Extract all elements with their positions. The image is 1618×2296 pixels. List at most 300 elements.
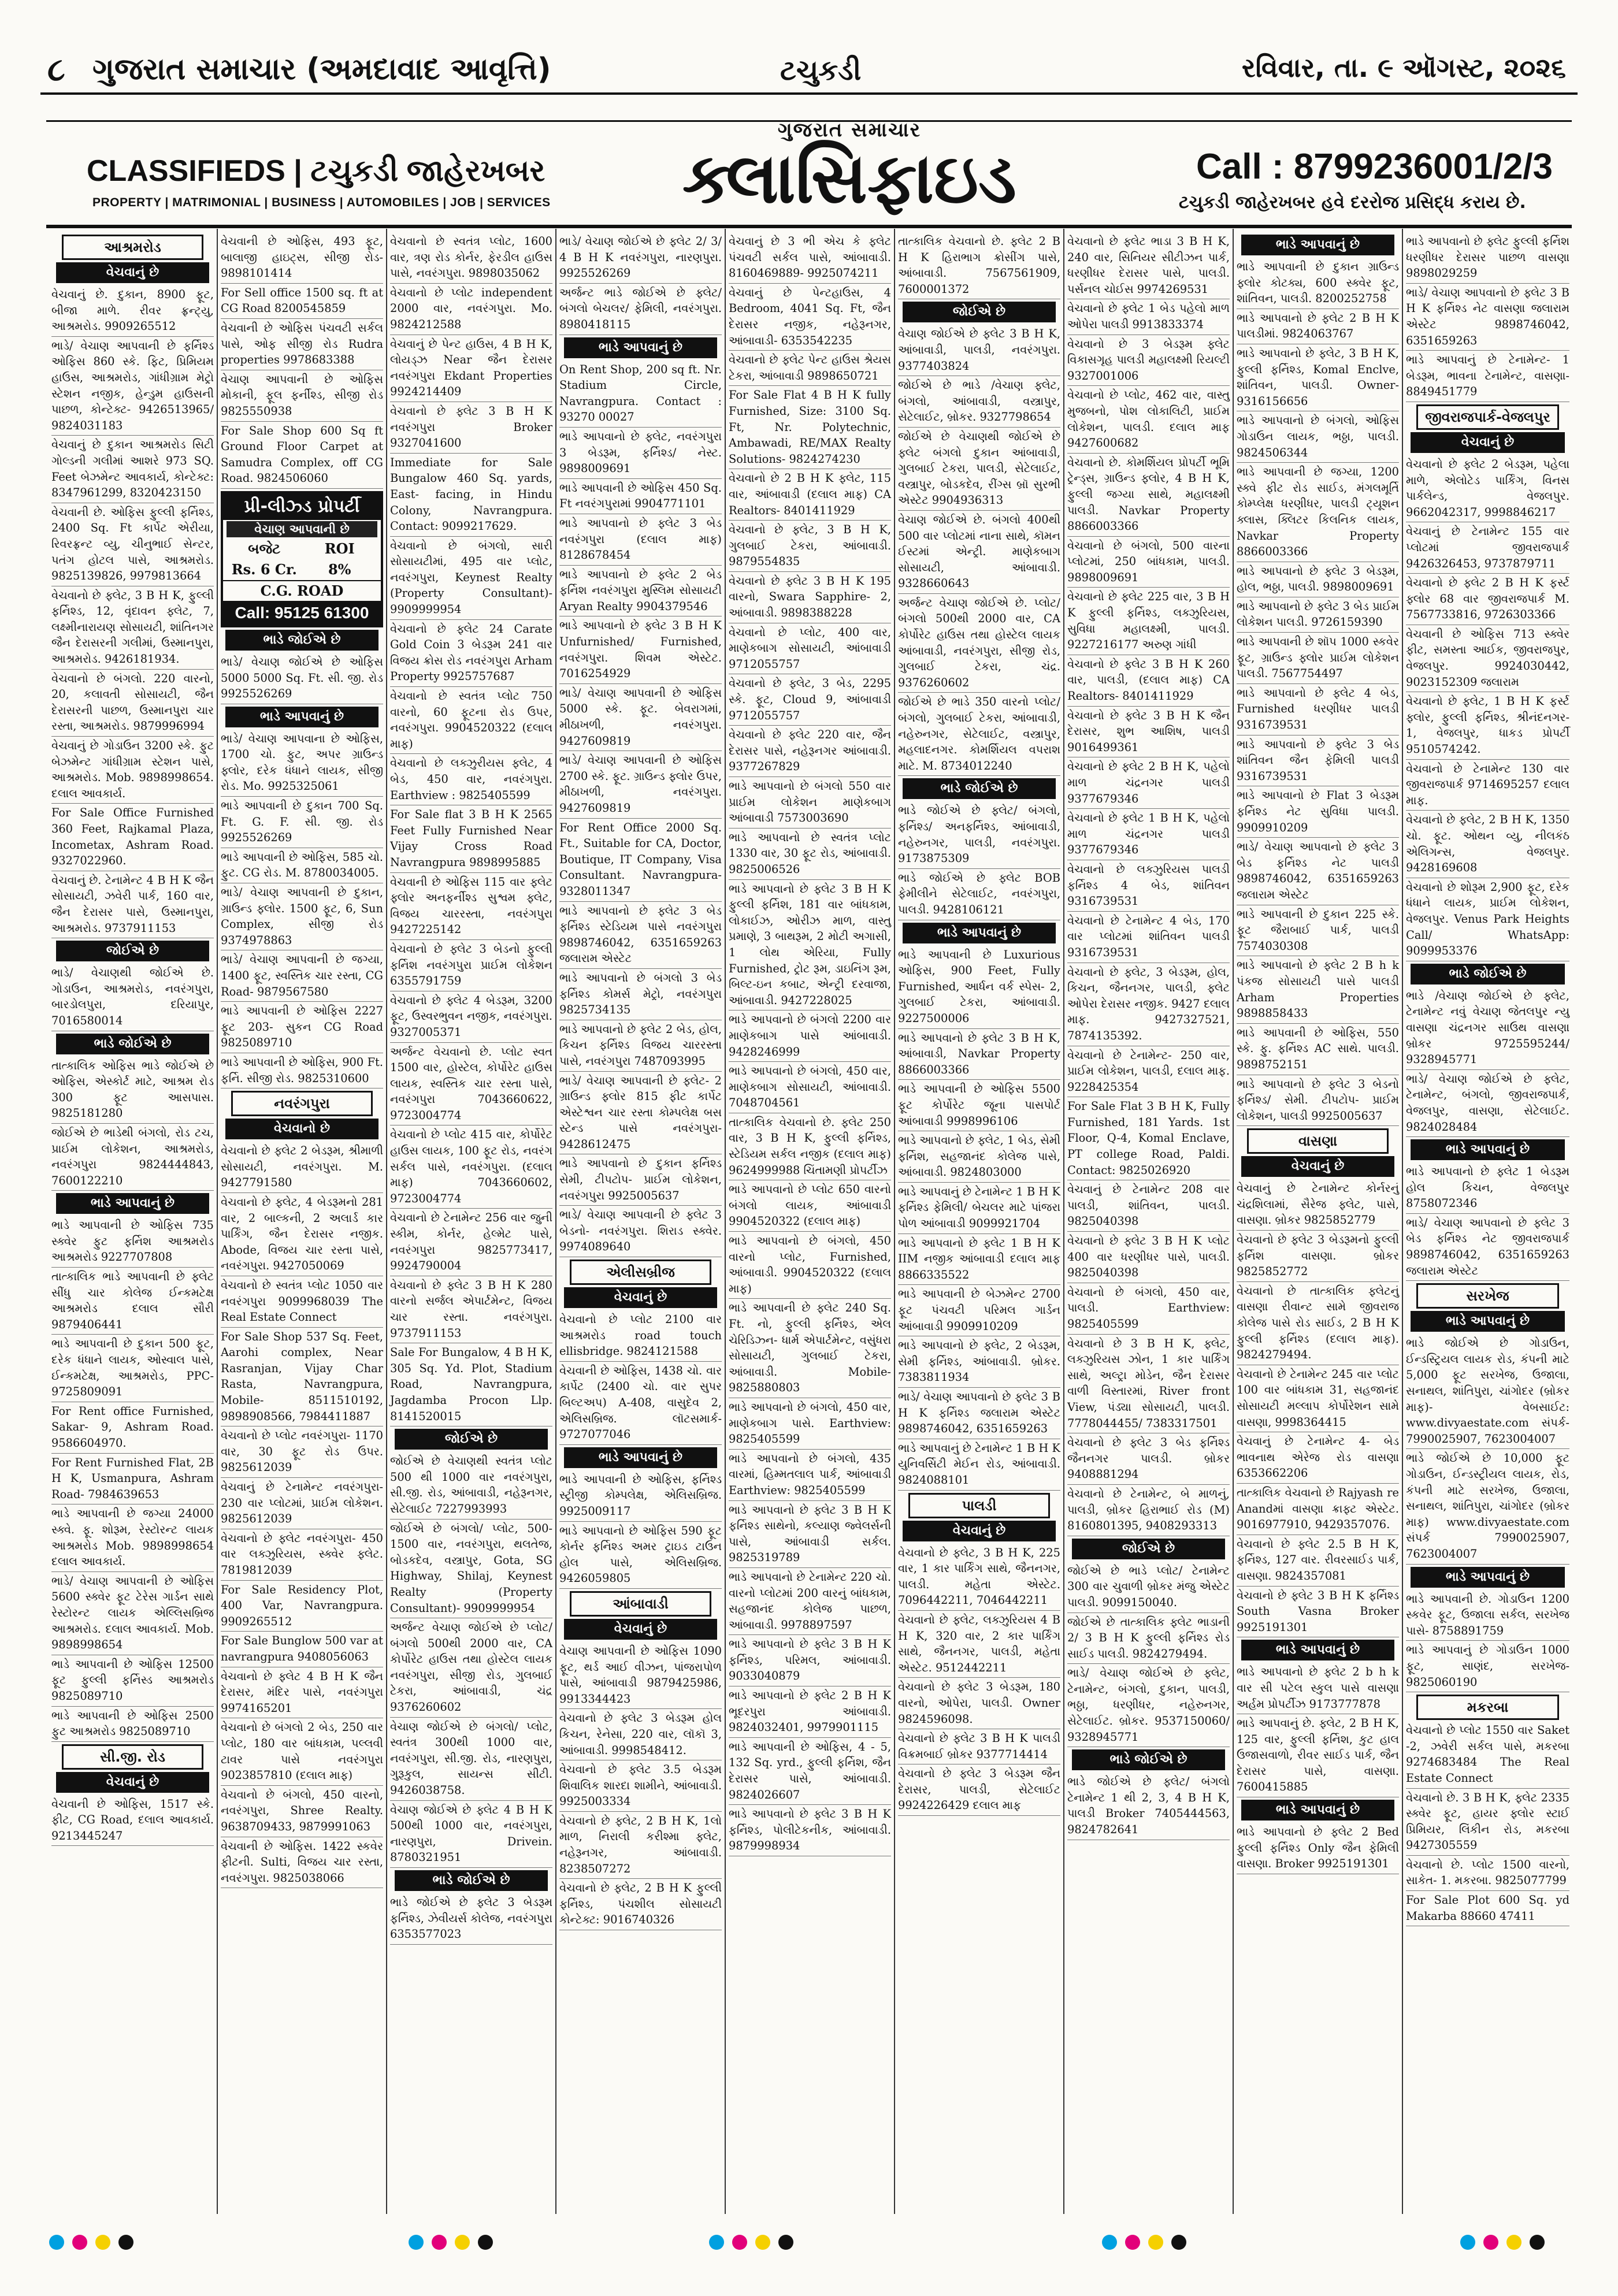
classified-ad: ભાડે/ વેચાણ આપવાની છે દુકાન, ગ્રાઉન્ડ ફ્લોર. 1500 ફૂટ, 6, Sun Complex, સીજી રોડ 9374978863 xyxy=(221,883,383,950)
classified-ad: વેચવાનો છે ફ્લેટ 3 B H K 195 વારનો, Swara Sapphire- 2, આંબાવાડી. 9898388228 xyxy=(729,572,891,623)
classified-ad: વેચવાનો છે ટેનામેન્ટ 256 વાર જુની સ્કીમ, કોર્નર, હેલ્મેટ પાસે, નવરંગપુરા 9825773417, 9924790004 xyxy=(390,1209,552,1276)
classified-ad: ભાડે/ વેચાણ આપવાની છે ઓફિસ 5000 સ્કે. ફૂટ. બેવરાગમાં, મીઠાખળી, નવરંગપુરા. 9427609819 xyxy=(559,684,722,751)
category-heading: જોઈએ છે xyxy=(1072,1539,1225,1559)
classified-ad: ભાડે આપવાનો છે ફ્લેટ 2 બેડ, હોલ, કિચન ફર્નિશ્ડ વિજય ચારરસ્તા પાસે, નવરંગપુરા 7487093995 xyxy=(559,1020,722,1072)
classified-ad: ભાડે આપવાનો છે બંગલો, 450 વાર, માણેકબાગ સોસાયટી, આંબાવાડી. 7048704561 xyxy=(729,1062,891,1113)
classified-ad: વેચવાનો છે ફ્લેટ, 3 B H K, ગુલબાઈ ટેકરા, આંબાવાડી. 9879554835 xyxy=(729,521,891,572)
classified-ad: વેચવાનું છે. ટેનામેન્ટ 4 B H K જૈન સોસાયટી, ઝવેરી પાર્ક, 160 વાર, જૈન દેરાસર પાસે, ઉસ્માનપુરા, આશ્રમરોડ. 9737911153 xyxy=(51,871,214,938)
classified-ad: ભાડે આપવાનો છે ફ્લેટ 3 B H K ફર્નિશ્ડ, પોલીટેકનીક, આંબાવાડી. 9879998934 xyxy=(729,1805,891,1856)
classified-ad: ભાડે આપવાનો છે ઓફિસ 590 ફૂટ કોર્નર ફર્નિશ્ડ અમર ટ્રાઇડ ટાઉન હોલ પાસે, એલિસબ્રિજ. 9426059805 xyxy=(559,1522,722,1589)
classified-ad: વેચવાનું છે 3 ભી એચ કે ફ્લેટ પંચવટી સર્કલ પાસે, આંબાવાડી. 8160469889- 9925074211 xyxy=(729,232,891,284)
classified-ad: ભાડે આપવાનો છે ફ્લેટ 3 બેડ ફર્નિશ્ડ સ્ટેડિયમ પાસે નવરંગપુરા 9898746042, 6351659263 જલારામ એસ્ટેટ xyxy=(559,902,722,969)
classified-ad: ભાડે આપવાની છે ઓફિસ 2500 ફુટ આશ્રમરોડ 9825089710 xyxy=(51,1707,214,1742)
classified-ad: For Sell office 1500 sq. ft at CG Road 8200545859 xyxy=(221,284,383,319)
classified-ad: ભાડે/ વેચાણ જોઈએ છે ફ્લેટ 2/ 3/ 4 B H K નવરંગપુરા, નારણપુરા. 9925526269 xyxy=(559,232,722,284)
classified-ad: વેચવાનો છે પ્લોટ નવરંગપુરા- 1170 વાર, 30 ફૂટ રોડ ઉપર. 9825612039 xyxy=(221,1426,383,1478)
classified-ad: વેચવાનો છે પ્લોટ, 462 વાર, વાસ્તુ મુજબનો, પોશ લોકાલિટી, પ્રાઈમ લોકેશન, પાલડી. દલાલ માફ 9427600682 xyxy=(1067,386,1230,453)
yellow-dot xyxy=(1148,2235,1163,2250)
classified-ad: અર્જન્ટ વેચાણ જોઈએ છે પ્લોટ/ બંગલો 500થી 2000 વાર, CA કોર્પોરેટ હાઉસ તથા હોસ્ટેલ લાયક નવરંગપુરા, સીજી રોડ, ગુલબાઈ ટેકરા, આંબાવાડી, ચંદ્ર 9376260602 xyxy=(390,1618,552,1718)
classified-ad: ભાડે આપવાનો છે ફ્લેટ 2 B H K ભૂદરપુરા આંબાવાડી. 9824032401, 9979901115 xyxy=(729,1686,891,1738)
classified-ad: ભાડે આપવાની છે બેઝમેન્ટ 2700 ફૂટ પંચવટી પરિમલ ગાર્ડન આંબાવાડી 9909910209 xyxy=(898,1285,1060,1336)
category-heading: ભાડે આપવાનું છે xyxy=(1241,235,1394,255)
classified-ad: વેચવાનો છે પ્લોટ 415 વાર, કોર્પોરેટ હાઉસ લાયક, 100 ફૂટ રોડ, નવરંગ સર્કલ પાસે, નવરંગપુરા. (દલાલ માફ) 7043660602, 9723004774 xyxy=(390,1125,552,1209)
classified-ad: For Sale Flat 3 B H K, Fully Furnished, 181 Yards. 1st Floor, Q-4, Komal Enclave, PT college Road, Paldi. Contact: 9825026920 xyxy=(1067,1097,1230,1180)
column-4 xyxy=(556,229,726,2214)
classified-ad: ભાડે આપવાનો છે Flat 3 બેડરૂમ ફર્નિશ્ડ નેટ સુવિધા પાલડી. 9909910209 xyxy=(1237,786,1399,838)
classified-ad: ભાડે આપવાની છે ઓફિસ, 900 Ft. ફર્નિ. સીજી રોડ. 9825310600 xyxy=(221,1053,383,1088)
column-6 xyxy=(895,229,1064,2214)
area-heading: સી.જી. રોડ xyxy=(62,1744,203,1770)
column-5 xyxy=(726,229,895,2214)
classified-ad: વેચવાનો છે ફ્લેટ 3 B H K ફર્નિશ્ડ South Vasna Broker 9925191301 xyxy=(1237,1587,1399,1638)
classified-ad: ભાડે આપવાનો છે ફ્લેટ 3 B H K, આંબાવાડી, Navkar Property 8866003366 xyxy=(898,1029,1060,1080)
column-2 xyxy=(218,229,387,2214)
black-dot xyxy=(1530,2235,1545,2250)
budget-label: બજેટ xyxy=(248,540,281,557)
classified-ad: વેચવાનો છે ટેનામેન્ટ- 250 વાર, પ્રાઈમ લોકેશન, પાલડી, દલાલ માફ. 9228425354 xyxy=(1067,1046,1230,1098)
classified-ad: ભાડે/ વેચાણ આપવાની છે ફ્લેટ- 2 ગ્રાઉન્ડ ફ્લોર 815 ફીટ કાર્પેટ એસ્ટેશ્વન ચાર રસ્તા કોમ્પલેક્ષ બસ સ્ટેન્ડ પાસે નવરંગપુરા- 9428612475 xyxy=(559,1072,722,1155)
classified-ad: વેચવાનો છે ફ્લેટ 1 બેડ પહેલો માળ ઓપેરા પાલડી 9913833374 xyxy=(1067,299,1230,335)
classified-ad: For Sale Office Furnished 360 Feet, Rajkamal Plaza, Incometax, Ashram Road. 9327022960. xyxy=(51,804,214,871)
classified-ad: વેચવાનો છે ફ્લેટ, 3 B H K, 225 વાર, 1 કાર પાર્કિંગ સાથે, જૈનનગર, પાલડી. મહેતા એસ્ટેટ. 7096442211, 7046442211 xyxy=(898,1544,1060,1611)
classified-ad: વેચવાનો છે ફ્લેટ, લક્ઝુરિયસ 4 B H K, 320 વાર, 2 કાર પાર્કિંગ સાથે, જૈનનગર, પાલડી, મહેતા એસ્ટેટ. 9512442211 xyxy=(898,1611,1060,1678)
classified-ad: ભાડે આપવાનો છે ફ્લેટ 3 B H K ફર્નિશ્ડ સાથેનો, કલ્યાણ જ્વેલર્સની પાસે, આંબાવાડી સર્કલ. 9825319789 xyxy=(729,1501,891,1568)
category-heading: ભાડે આપવાનું છે xyxy=(56,1193,209,1214)
classified-ad: ભાડે આપવાનો છે બંગલો 2200 વાર માણેકબાગ પાસે આંબાવાડી. 9428246999 xyxy=(729,1010,891,1062)
call-number: Call : 8799236001/2/3 xyxy=(1196,147,1553,187)
classified-ad: ભાડે જોઈએ છે 10,000 ફૂટ ગોડાઉન, ઈન્ડસ્ટ્રીયલ લાયક, રોડ, કંપની માટે સરખેજ, ઉજાલા, સનાથલ, શાંતિપુરા, ચાંગોદર (બ્રોકર માફ) www.divyaestate.com સંપર્ક 7990025907, 7623004007 xyxy=(1406,1449,1569,1564)
category-heading: ભાડે આપવાનું છે xyxy=(225,707,378,727)
classified-ad: ભાડે આપવાની છે દુકાન 700 Sq. Ft. G. F. સી. જી. રોડ 9925526269 xyxy=(221,797,383,848)
classified-ad: વેચવાનો છે બંગલો, સારી સોસાયટીમાં, 495 વાર પ્લોટ, નવરંગપુરા, Keynest Realty (Property Consultant)- 9909999954 xyxy=(390,537,552,620)
classified-ad: ભાડે આપવાનો છે ફ્લેટ, 3 B H K, ફુલ્લી ફર્નિશ્ડ, Komal Enclve, શાંતિવન, પાલડી. Owner- 9316156656 xyxy=(1237,344,1399,411)
classified-ad: For Sale Flat 4 B H K fully Furnished, Size: 3100 Sq. Ft, Nr. Polytechnic, Ambawadi, RE/MAX Realty Solutions- 9824274230 xyxy=(729,386,891,469)
classified-ad: ભાડે આપવાનો છે ફ્લેટ 2 B h k પંકજ સોસાયટી પાસે પાલડી Arham Properties 9898858433 xyxy=(1237,956,1399,1023)
classified-ad: ભાડે આપવાની છે જગ્યા 24000 સ્ક્વે. ફૂ. શોરૂમ, રેસ્ટોરન્ટ લાયક આશ્રમરોડ Mob. 9898998654 દલાલ આવકાર્ય. xyxy=(51,1504,214,1571)
classified-ad: ભાડે આપવાનો છે બંગલો, ઓફિસ ગોડાઉન લાયક, ભઠ્ઠા, પાલડી. 9824506344 xyxy=(1237,411,1399,463)
classified-ad: વેચવાનો છે લક્ઝુરીયસ ફ્લેટ, 4 બેડ, 450 વાર, નવરંગપુરા. Earthview : 9825405599 xyxy=(390,754,552,805)
classified-ad: વેચવાની છે ઓફિસ 713 સ્ક્વેર ફીટ, સમસ્તા આઈક, જીવરાજપુર, વેજલપુર. 9924030442, 9023152309 જલારામ xyxy=(1406,625,1569,692)
classified-ad: ભાડે આપવાની છે ઓફિસ, ફર્નિશ્ડ સ્ટ્રીજી કોમ્પલેક્ષ, એલિસબ્રિજ. 9925009117 xyxy=(559,1470,722,1522)
classified-ad: વેચવાનું છે દુકાન આશ્રમરોડ સિટી ગોલ્ડની ગલીમાં આશરે 973 SQ. Feet બેઝમેન્ટ આવકાર્ય, કોન્ટેક્ટ: 8347961299, 8320423150 xyxy=(51,436,214,503)
roi-label: ROI xyxy=(324,540,355,557)
classified-ad: વેચવાની છે ઓફિસ, 493 ફૂટ, બાલાજી હાઇટ્સ, સીજી રોડ- 9898101414 xyxy=(221,232,383,284)
classified-ad: ભાડે આપવાની છે ઓફિસ 5500 ફૂટ કોર્પોરેટ જૂના પાસપોર્ટ આંબાવાડી 9998996106 xyxy=(898,1080,1060,1131)
classified-ad: વેચાણ જોઈએ છે ફ્લેટ 4 B H K 500થી 1000 વાર, નવરંગપુરા, નારણપુરા, Drivein. 8780321951 xyxy=(390,1801,552,1868)
classified-ad: વેચવાનું છે પેન્ટહાઉસ, 4 Bedroom, 4041 Sq. Ft, જૈન દેરાસર નજીક, નહેરૂનગર, આંબાવાડી- 6353542235 xyxy=(729,284,891,351)
cyan-dot xyxy=(409,2235,424,2250)
classified-ad: ભાડે આપવાનો છે ફ્લેટ, 1 બેડ, સેમી ફર્નિશ, સહજાનંદ કોલેજ પાસે, આંબાવાડી. 9824803000 xyxy=(898,1131,1060,1183)
classified-ad: તાત્કાલિક વેચવાનો છે. ફ્લેટ 2 B H K હિરાભાગ ક્રોસીંગ પાસે, આંબાવાડી. 7567561909, 7600001372 xyxy=(898,232,1060,299)
categories-line: PROPERTY | MATRIMONIAL | BUSINESS | AUTOMOBILES | JOB | SERVICES xyxy=(92,196,551,209)
classified-ad: ભાડે આપવાનું છે ટેનામેન્ટ 1 B H K ફર્નિશ્ડ ફેમિલી/ બેચલર માટે પાંજરા પોળ આંબાવાડી 9099921704 xyxy=(898,1183,1060,1234)
classified-ad: વેચવાનું છે ટેનામેન્ટ 208 વાર પાલડી, શાંતિવન, પાલડી. 9825040398 xyxy=(1067,1180,1230,1232)
category-heading: ભાડે જોઈએ છે xyxy=(56,1034,209,1054)
page-number: ૮ xyxy=(47,51,65,88)
classified-ad: વેચવાનો છે ફ્લેટ 3 B H K પાલડી વિક્રમબાઈ બ્રોકર 9377714414 xyxy=(898,1729,1060,1764)
registration-dots-2 xyxy=(404,2235,497,2250)
classified-ad: For Rent Office 2000 Sq. Ft., Suitable for CA, Doctor, Boutique, IT Company, Visa Consultant. Navrangpura- 9328011347 xyxy=(559,819,722,902)
classified-ad: વેચવાનો છે ફ્લેટ 220 વાર, જૈન દેરાસર પાસે, નહેરૂનગર આંબાવાડી. 9377267829 xyxy=(729,726,891,777)
column-9 xyxy=(1403,229,1572,2214)
classified-ad: ભાડે આપવાનો છે બંગલો, 450 વાર, માણેકબાગ પાસે. Earthview: 9825405599 xyxy=(729,1398,891,1450)
promo-labels xyxy=(223,538,381,559)
classified-ad: વેચવાનો છે 2 B H K ફ્લેટ, 115 વાર, આંબાવાડી (દલાલ માફ) CA Realtors- 8401411929 xyxy=(729,469,891,521)
classified-ad: વેચવાનું છે ટેનામેન્ટ 155 વાર પ્લોટમાં જીવરાજપાર્ક 9426326453, 9737879711 xyxy=(1406,522,1569,574)
classified-ad: ભાડે આપવાનો છે ટેનામેન્ટ 220 ચો. વારનો પ્લોટમાં 200 વારનું બાંધકામ, સહજાનંદ કોલેજ પાછળ, આંબાવાડી. 9978897597 xyxy=(729,1568,891,1635)
classified-ad: વેચવાનો છે પ્લોટ 2100 વાર આશ્રમરોડ road touch ellisbridge. 9824121588 xyxy=(559,1310,722,1362)
classified-ad: અર્જન્ટ વેચવાનો છે. પ્લોટ સ્વત 1500 વાર, હોસ્ટેલ, કોર્પોરેટ હાઉસ લાયક, સ્વસ્તિક ચાર રસ્તા પાસે, નવરંગપુરા 7043660622, 9723004774 xyxy=(390,1043,552,1126)
classified-ad: વેચવાનો છે ફ્લેટ, 4 બેડરૂમનો 281 વાર, 2 બાલ્કની, 2 અલાર્ડ કાર પાર્કિંગ, જૈન દેરાસર નજીક. Abode, વિજય ચાર રસ્તા પાસે, નવરંગપુરા. 9427050069 xyxy=(221,1193,383,1276)
classified-ad: Immediate for Sale Bungalow 460 Sq. yards, East- facing, in Hindu Colony, Navrangpura. Contact: 9099217629. xyxy=(390,454,552,537)
black-dot xyxy=(478,2235,493,2250)
classified-ad: વેચવાનો છે ફ્લેટ, 2 B H K, 1350 ચો. ફૂટ. ઓથન વ્યુ, નીલકંઠ એલિગન્સ, વેજલપુર. 9428169608 xyxy=(1406,811,1569,878)
classified-ad: વેચાણ આપવાની છે ઓફિસ 1090 ફૂટ, થર્ડ આઈ વીઝન, પાંજરાપોળ પાસે, આંબાવાડી 9879425986, 9913344423 xyxy=(559,1642,722,1709)
classified-ad: જોઈએ છે ભાડે /વેચાણ ફ્લેટ, બંગલો, આંબાવાડી, વસ્ત્રાપુર, સેટેલાઈટ, બ્રોકર. 9327798654 xyxy=(898,376,1060,428)
classified-ad: ભાડે/ વેચાણ આપવાની છે ફ્લેટ 3 બેડનો- નવરંગપુરા. શિરાડ સ્ક્વેર. 9974089640 xyxy=(559,1206,722,1257)
classified-ad: ભાડે જોઈએ છે ફ્લેટ/ બંગલો ટેનામેન્ટ 1 થી 2, 3, 4 B H K, પાલડી Broker 7405444563, 9824782641 xyxy=(1067,1773,1230,1840)
classified-ad: ભાડે આપવાનો છે ફ્લેટ 2 Bed ફુલ્લી ફર્નિશ્ડ Only જૈન ફેમિલી વાસણા. Broker 9925191301 xyxy=(1237,1823,1399,1874)
classified-ad: On Rent Shop, 200 sq ft. Nr. Stadium Circle, Navrangpura. Contact : 93270 00027 xyxy=(559,361,722,428)
classifieds-grid xyxy=(49,229,1574,2214)
category-heading: ભાડે આપવાનું છે xyxy=(1411,1139,1565,1160)
category-heading: વેચવાનું છે xyxy=(564,1619,717,1640)
column-8 xyxy=(1234,229,1403,2214)
classified-ad: વેચવાનો છે બંગલો, 500 વારના પ્લોટમાં, 250 બાંધકામ, પાલડી. 9898009691 xyxy=(1067,537,1230,588)
classified-ad: ભાડે આપવાની છે દુકાન ગ્રાઉન્ડ ફ્લોર કોટક્ય, 600 સ્ક્વેર ફૂટ, શાંતિવન, પાલડી. 8200252758 xyxy=(1237,258,1399,309)
classified-ad: For Rent Furnished Flat, 2B H K, Usmanpura, Ashram Road- 7984639653 xyxy=(51,1454,214,1505)
classified-ad: વેચાણ જોઈએ છે ફ્લેટ 3 B H K, આંબાવાડી, પાલડી, નવરંગપુરા. 9377403824 xyxy=(898,325,1060,376)
page-header xyxy=(40,35,1578,98)
category-heading: વેચવાનું છે xyxy=(56,262,209,283)
classified-ad: વેચવાનો છે ટેનામેન્ટ, બે માળનું, પાલડી, બ્રોકર હિરાભાઈ રોડ (M) 8160801395, 9408293313 xyxy=(1067,1485,1230,1536)
classified-ad: વેચવાનો છે ફ્લેટ 3 બેડરૂમ, 180 વારનો, ઓપેરા, પાલડી. Owner 9824596098. xyxy=(898,1678,1060,1729)
classified-ad: વેચવાનું છે ગોડાઉન 3200 સ્કે. ફુટ બેઝમેન્ટ ગાંધીગ્રામ સ્ટેશન પાસે, આશ્રમરોડ. Mob. 9898998654. દલાલ આવકાર્ય. xyxy=(51,737,214,804)
classified-ad: વેચવાનો છે ફ્લેટ 3 B H K નવરંગપુરા Broker 9327041600 xyxy=(390,402,552,454)
classified-ad: વેચવાનો છે ફ્લેટ, 2 B H K ફુલ્લી ફર્નિશ્ડ, પંચશીલ સોસાયટી કોન્ટેક્ટ: 9016740326 xyxy=(559,1879,722,1930)
category-heading: ભાડે જોઈએ છે xyxy=(395,1870,548,1891)
classified-ad: ભાડે જોઈએ છે ગોડાઉન, ઈન્ડસ્ટ્રિયલ લાયક રોડ, કંપની માટે 5,000 ફૂટ સરખેજ, ઉજાલા, સનાથલ, શાંતિપુરા, ચાંગોદર (બ્રોકર માફ)- વેબસાઈટ: www.divyaestate.com સંપર્ક- 7990025907, 7623004007 xyxy=(1406,1334,1569,1449)
classified-ad: ભાડે/ વેચાણ આપવાની છે ઓફિસ 5600 સ્ક્વેર ફૂટ ટેરેસ ગાર્ડન સાથે રેસ્ટોરન્ટ લાયક એલ્લિસબ્રિજ આશ્રમરોડ. દલાલ આવકાર્ય. Mob. 9898998654 xyxy=(51,1572,214,1655)
magenta-dot xyxy=(72,2235,87,2250)
black-dot xyxy=(778,2235,793,2250)
category-heading: ભાડે આપવાનું છે xyxy=(1241,1640,1394,1660)
roi-value: 8% xyxy=(328,560,351,578)
yellow-dot xyxy=(455,2235,470,2250)
classified-ad: વેચવાનો છે ફ્લેટ ભાડા 3 B H K, 240 વાર, સિનિયર સીટીઝન પાર્ક, ધરણીધર દેરાસર પાસે, પાલડી. પર્સનલ ચોઈસ 9974269531 xyxy=(1067,232,1230,299)
classified-ad: વેચવાનો છે બંગલો, 450 વારનો, નવરંગપુરા, Shree Realty. 9638709433, 9879991063 xyxy=(221,1786,383,1837)
classified-ad: ભાડે આપવાનો છે ફ્લેટ 3 બેડ પ્રાઈમ લોકેશન પાલડી. 9726159390 xyxy=(1237,597,1399,633)
classified-ad: જોઈએ છે બંગલો/ પ્લોટ, 500- 1500 વાર, નવરંગપુરા, થલતેજ, બોડકદેવ, વસ્ત્રાપુર, Gota, SG Highway, Shilaj, Keynest Realty (Property Consultant)- 9909999954 xyxy=(390,1519,552,1619)
category-heading: વેચવાનું છે xyxy=(56,1772,209,1793)
classified-ad: ભાડે આપવાનો છે બંગલો 550 વાર પ્રાઈમ લોકેશન માણેકબાગ આંબાવાડી 7573003690 xyxy=(729,777,891,829)
budget-value: Rs. 6 Cr. xyxy=(231,560,297,578)
classified-ad: ભાડે આપવાની છે ઓફિસ, 585 ચો. ફુટ. CG રોડ. M. 8780034005. xyxy=(221,848,383,883)
classified-ad: ભાડે/ વેચાણ આપવાનો છે ફ્લેટ 3 B H K ફર્નિશ્ડ જલારામ એસ્ટેટ 9898746042, 6351659263 xyxy=(898,1388,1060,1439)
classified-ad: વેચવાનો છે બંગલો, 450 વાર, પાલડી. Earthview: 9825405599 xyxy=(1067,1283,1230,1335)
classified-ad: ભાડે આપવાનો છે ફ્લેટ 3 B H K ફુલ્લી ફર્નિશ, 181 વાર બાંધકામ, લોકાઈઝ, ઓરીઝ માળ, વાસ્તુ પ્રમાણે, 3 બાથરૂમ, 2 મોટી અગાસી, 1 લોથ એરિયા, Fully Furnished, ટ્રોટ રૂમ, ડાઇનિંગ રૂમ, બિલ્ટ-ઇન કબાટ, એન્ટ્રી દરવાજા, આંબાવાડી. 9427228025 xyxy=(729,880,891,1011)
category-heading: વેચવાનું છે xyxy=(903,1521,1056,1541)
classified-ad: ભાડે/ વેચાણ જોઈએ છે ફ્લેટ, ટેનામેન્ટ, બંગલો, દુકાન, પાલડી, ભઠ્ઠા, ધરણીધર, નહેરુનગર, સેટેલાઈટ. બ્રોકર. 9537150060/ 9328945771 xyxy=(1067,1664,1230,1747)
classified-ad: ભાડે/ વેચાણ આપવાનો છે ફ્લેટ 3 બેડ ફર્નિશ્ડ નેટ જીવરાજપાર્ક 9898746042, 6351659263 જલારામ એસ્ટેટ xyxy=(1406,1214,1569,1281)
header-rule xyxy=(40,92,1578,95)
classified-ad: ભાડે આપવાની છે ઓફિસ, 4 - 5, 132 Sq. yrd., ફુલ્લી ફર્નિશ, જૈન દેરાસર પાસે, આંબાવાડી. 9824026607 xyxy=(729,1738,891,1805)
magenta-dot xyxy=(732,2235,747,2250)
classified-ad: ભાડે આપવાનો છે ફ્લેટ 3 બેડરૂમ, હોલ, ભઠ્ઠા, પાલડી. 9898009691 xyxy=(1237,562,1399,597)
black-dot xyxy=(1171,2235,1186,2250)
classified-ad: વેચવાનો છે લક્ઝુરિયસ પાલડી ફર્નિશ્ડ 4 બેડ, શાંતિવન 9316739531 xyxy=(1067,860,1230,912)
classified-ad: જોઈએ છે વેચાણથી સ્વતંત્ર પ્લોટ 500 થી 1000 વાર નવરંગપુરા, સી.જી. રોડ, આંબાવાડી, નહેરૂનગર, સેટેલાઈટ 7227993993 xyxy=(390,1452,552,1519)
classified-ad: ભાડે/ વેચાણ આપવાના છે ઓફિસ, 1700 ચો. ફુટ, અપર ગ્રાઉન્ડ ફ્લોર, દરેક ધંધાને લાયક, સીજી રોડ. Mo. 9925325061 xyxy=(221,730,383,797)
classified-ad: ભાડે આપવાનો છે ફ્લેટ 4 બેડ, Furnished ધરણીધર પાલડી 9316739531 xyxy=(1237,684,1399,735)
classified-ad: વેચવાનો છે સ્વતંત્ર પ્લોટ 750 વારનો, 60 ફૂટના રોડ ઉપર, નવરંગપુરા. 9904520322 (દલાલ માફ) xyxy=(390,687,552,754)
classified-ad: વેચવાનો છે ફ્લેટ 3 B H K પ્લોટ 400 વાર ધરણીધર પાસે, પાલડી. 9825040398 xyxy=(1067,1232,1230,1283)
classified-ad: વેચવાનો છે ફ્લેટ, 1 B H K ફર્સ્ટ ફ્લોર, ફુલ્લી ફર્નિશ્ડ, શ્રીનંદનગર- 1, વેજલપુર, ધાકડ પ્રોપર્ટી 9510574242. xyxy=(1406,692,1569,759)
category-heading: વેચવાનું છે xyxy=(1241,1156,1394,1177)
classified-ad: વેચવાનો છે સ્વતંત્ર પ્લોટ, 1600 વાર, ત્રણ રોડ કોર્નર, ફેરડીલ હાઉસ પાસે, નવરંગપુરા. 9898035062 xyxy=(390,232,552,284)
classifieds-banner xyxy=(46,120,1572,228)
category-heading: ભાડે આપવાનું છે xyxy=(564,1447,717,1468)
category-heading: જોઈએ છે xyxy=(903,302,1056,322)
classified-ad: વેચવાનો છે ફ્લેટ 3 B H K જૈન દેરાસર, શુભ આશિષ, પાલડી 9016499361 xyxy=(1067,707,1230,758)
classified-ad: તાત્કાલિક ભાડે આપવાની છે ફ્લેટ સીંધુ ચાર કોલેજ ઈન્કમટેક્ષ આશ્રમરોડ દલાલ સૌરી 9879406441 xyxy=(51,1268,214,1335)
classified-ad: વેચવાનો છે ફ્લેટ, 3 B H K, ફુલ્લી ફર્નિશ્ડ, 12, વૃંદાવન ફ્લેટ, 7, લક્ષ્મીનારાયણ સોસાયટી, શાંતિનગર જૈન દેરાસરની ગલીમાં, ઉસ્માનપુરા, આશ્રમરોડ. 9426181934. xyxy=(51,586,214,670)
masthead xyxy=(601,118,1098,225)
classified-ad: For Sale Plot 600 Sq. yd Makarba 88660 47411 xyxy=(1406,1891,1569,1926)
magenta-dot xyxy=(1125,2235,1140,2250)
column-1 xyxy=(49,229,218,2214)
classified-ad: વેચવાનો છે બંગલો. 220 વારનો, 20, કલાવતી સોસાયટી, જૈન દેરાસરની પાછળ, ઉસ્માનપુરા ચાર રસ્તા, આશ્રમરોડ. 9879996994 xyxy=(51,670,214,737)
classified-ad: વેચવાનું છે પેન્ટ હાઉસ, 4 B H K, લોયડ્ઝ Near જૈન દેરાસર નવરંગપુરા Ekdant Properties 9924214409 xyxy=(390,335,552,402)
classified-ad: ભાડે આપવાનો છે પ્લોટ 650 વારનો બંગલો લાયક, આંબાવાડી 9904520322 (દલાલ માફ) xyxy=(729,1180,891,1232)
classified-ad: વેચવાનો છે ફ્લેટ 2 B H K ફર્સ્ટ ફ્લોર 68 વાર જીવરાજપાર્ક M. 7567733816, 9726303366 xyxy=(1406,574,1569,625)
classified-ad: ભાડે આપવાનો છે ફ્લેટ 3 બેડનો ફર્નિશ્ડ/ સેમી. ટીપટોપ- પ્રાઈમ લોકેશન, પાલડી 9925005637 xyxy=(1237,1075,1399,1127)
classified-ad: વેચવાની છે ઓફિસ, 1517 સ્કે. ફીટ, CG Road, દલાલ આવકાર્ય. 9213445247 xyxy=(51,1795,214,1847)
classified-ad: For Rent office Furnished, Sakar- 9, Ashram Road. 9586604970. xyxy=(51,1402,214,1454)
area-heading: આશ્રમરોડ xyxy=(62,235,203,260)
classified-ad: તાત્કાલિક વેચવાનો છે Rajyash re Anandમાં વાસણા ક્રાફ્ટ એસ્ટેટ. 9016977910, 9429357076. xyxy=(1237,1484,1399,1535)
classified-ad: વેચવાનો છે ટેનામેન્ટ 130 વાર જીવરાજપાર્ક 9714695257 દલાલ માફ. xyxy=(1406,760,1569,811)
category-heading: વેચવાનું છે xyxy=(1411,432,1565,453)
classified-ad: વેચવાનો છે ફ્લેટ 3 બેડનો ફુલ્લી ફર્નિશ નવરંગપુરા પ્રાઈમ લોકેશન 6355791759 xyxy=(390,940,552,991)
classified-ad: વેચવાનો છે ફ્લેટ 4 બેડરૂમ, 3200 ફૂટ, ઉસ્વરભુવન નજીક, નવરંગપુરા. 9327005371 xyxy=(390,991,552,1043)
classified-ad: વેચાણ જોઈએ છે. બંગલો 400થી 500 વાર પ્લોટમાં નાના સાથે, કૉમન ઈસ્ટમાં એન્ટ્રી. માણેકબાગ સોસાયટી, આંબાવાડી. 9328660643 xyxy=(898,511,1060,594)
classified-ad: ભાડે આપવાનું છે ગોડાઉન 1000 ફૂટ, સાણંદ, સરખેજ- 9825060190 xyxy=(1406,1641,1569,1692)
classified-ad: ભાડે આપવાની છે ઓફિસ 735 સ્ક્વેર ફુટ ફર્નિશ આશ્રમરોડ આશ્રમરોડ 9227707808 xyxy=(51,1216,214,1268)
classified-ad: ભાડે /વેચાણ જોઈએ છે ફ્લેટ, ટેનામેન્ટ નવું વેચાણ જેતલપુર ન્યુ વાસણા ચંદ્રનગર સાઉથ વાસણા બ્રોકર 9725595244/ 9328945771 xyxy=(1406,987,1569,1070)
classified-ad: વેચવાનો છે સ્વતંત્ર પ્લોટ 1050 વાર નવરંગપુરા 9099968039 The Real Estate Connect xyxy=(221,1276,383,1328)
classified-ad: વેચવાનો છે ફ્લેટ 1 B H K, પહેલો માળ ચંદ્રનગર પાલડી 9377679346 xyxy=(1067,809,1230,860)
classified-ad: વેચવાનો છે. કોમર્શિયલ પ્રોપર્ટી ભૂમિ ટ્રેન્ડ્સ, ગ્રાઉન્ડ ફ્લોર, 4 B H K, ફુલ્લી જગ્યા સાથે, મહાલક્ષ્મી પાલડી. Navkar Property 8866003366 xyxy=(1067,454,1230,537)
category-heading: ભાડે આપવાનું છે xyxy=(564,337,717,358)
classified-ad: ભાડે જોઈએ છે ફ્લેટ/ બંગલો, ફર્નિશ્ડ/ અનફર્નિશ્ડ, આંબાવાડી, નહેરુનગર, પાલડી, નવરંગપુરા. 9173875309 xyxy=(898,801,1060,868)
classified-ad: વેચવાનું છે ટેનામેન્ટ નવરંગપુરા- 230 વાર પ્લોટમાં, પ્રાઈમ લોકેશન. 9825612039 xyxy=(221,1478,383,1529)
classified-ad: જોઈએ છે ભાડેથી બંગલો, રોડ ટચ, પ્રાઈમ લોકેશન, આશ્રમરોડ, નવરંગપુરા 9824444843, 7600122210 xyxy=(51,1124,214,1191)
classified-ad: For Sale Shop 537 Sq. Feet, Aarohi complex, Near Rasranjan, Vijay Char Rasta, Navrangpura, Mobile- 8511510192, 9898908566, 7984411887 xyxy=(221,1328,383,1427)
classified-ad: વેચવાનો છે ટેનામેન્ટ 4 બેડ, 170 વાર પ્લોટમાં શાંતિવન પાલડી 9316739531 xyxy=(1067,912,1230,963)
registration-dots-right xyxy=(1456,2235,1549,2250)
classified-ad: વેચવાનો છે ફ્લેટ 225 વાર, 3 B H K ફુલ્લી ફર્નિશ્ડ, લક્ઝુરિયસ, સુવિધા મહાલક્ષ્મી, પાલડી. 9227216177 અરુણ ગાંધી xyxy=(1067,588,1230,655)
area-heading: સરખેજ xyxy=(1416,1283,1559,1309)
cyan-dot xyxy=(1102,2235,1117,2250)
area-heading: વાસણા xyxy=(1247,1128,1389,1154)
category-heading: જોઈએ છે xyxy=(395,1429,548,1450)
classified-ad: જોઈએ છે ભાડે પ્લોટ/ ટેનામેન્ટ 300 વાર ચુવાળી બ્રોકર મંજુ એસ્ટેટ પાલડી. 9099150040. xyxy=(1067,1562,1230,1613)
classified-ad: ભાડે આપવાનો છે બંગલો 3 બેડ ફર્નિશ્ડ કોમર્સ મેટ્રો, નવરંગપુરા 9825734135 xyxy=(559,969,722,1020)
classified-ad: વેચવાનો છે 3 બેડરૂમ ફ્લેટ વિકાસગૃહ પાલડી મહાલક્ષ્મી રિયલ્ટી 9327001006 xyxy=(1067,335,1230,387)
classified-ad: ભાડે/ વેચાણ જોઈએ છે ફ્લેટ, ટેનામેન્ટ, બંગલો, જીવરાજપાર્ક, વેજલપુર, વાસણા, સેટેલાઈટ. 9824028484 xyxy=(1406,1070,1569,1137)
section-name: ટચુકડી xyxy=(780,54,862,87)
classified-ad: વેચવાનો છે 3 B H K, ફ્લેટ, લક્ઝુરિયસ ઝોન, 1 કાર પાર્કિંગ સાથે, અલ્ટ્રા મોડેન, જૈન દેરાસર વાળી વિસ્તારમાં, River front View, પંડ્યા સોસાયટી, પાલડી. 7778044455/ 7383317501 xyxy=(1067,1335,1230,1434)
yellow-dot xyxy=(755,2235,770,2250)
magenta-dot xyxy=(432,2235,447,2250)
black-dot xyxy=(118,2235,133,2250)
category-heading: ભાડે જોઈએ છે xyxy=(225,630,378,651)
registration-dots-3 xyxy=(705,2235,797,2250)
promo-address: C.G. ROAD xyxy=(223,580,381,601)
classified-ad: જોઈએ છે તાત્કાલિક ફ્લેટ ભાડાની 2/ 3 B H K ફુલ્લી ફર્નિશ્ડ રોડ સાઈડ પાલડી. 9824279494. xyxy=(1067,1613,1230,1665)
classified-ad: વેચાણ આપવાની છે ઓફિસ મોકાની, ફૂલ ફર્નીશ્ડ, સીજી રોડ 9825550938 xyxy=(221,370,383,422)
magenta-dot xyxy=(1483,2235,1498,2250)
classified-ad: ભાડે આપવાનો છે ફ્લેટ 3 બેડ નવરંગપુરા (દલાલ માફ) 8128678454 xyxy=(559,514,722,566)
classified-ad: વેચવાનો છે પ્લોટ 1550 વાર Saket -2, ઝવેરી સર્કલ પાસે, મકરબા 9274683484 The Real Estate Connect xyxy=(1406,1721,1569,1788)
column-7 xyxy=(1064,229,1234,2214)
classified-ad: તાત્કાલિક ઓફિસ ભાડે જોઈએ છે ઓફિસ, એસ્કોર્ટ માટે, આશ્રમ રોડ 300 ફૂટ આસપાસ. 9825181280 xyxy=(51,1057,214,1124)
classified-ad: ભાડે આપવાનો છે ફ્લેટ 3 B H K Unfurnished/ Furnished, નવરંગપુરા. શિવમ એસ્ટેટ. 7016254929 xyxy=(559,616,722,683)
classified-ad: વેચવાનો છે ટેનામેન્ટ 245 વાર પ્લોટ 100 વાર બાંધકામ 31, સહજાનંદ સોસાયટી મલ્લાપ કોર્પોરેશન સામે વાસણા, 9998364415 xyxy=(1237,1365,1399,1432)
classified-ad: ભાડે આપવાની છે શૉપ 1000 સ્કવેર ફૂટ, ગ્રાઉન્ડ ફ્લોર પ્રાઈમ લોકેશન પાલડી. 7567754497 xyxy=(1237,633,1399,684)
classified-ad: વેચવાનો છે ફ્લેટ પેન્ટ હાઉસ શ્રેયસ ટેકરા, આંબાવાડી 9898650721 xyxy=(729,351,891,386)
classified-ad: ભાડે આપવાનો છે ફ્લેટ 3 બેડ શાંતિવન જૈન ફેમિલી પાલડી 9316739531 xyxy=(1237,735,1399,787)
category-heading: વેચવાનું છે xyxy=(564,1287,717,1308)
classified-ad: ભાડે આપવાનો છે ફ્લેટ 2 B H K પાલડીમાં. 9824063767 xyxy=(1237,309,1399,344)
category-heading: વેચવાનો છે xyxy=(225,1119,378,1139)
classified-ad: અર્જન્ટ ભાડે જોઈએ છે ફ્લેટ/ બંગલો બેચલર/ ફેમિલી, નવરંગપુરા. 8980418115 xyxy=(559,284,722,335)
classified-ad: ભાડે આપવાનો છે સ્વતંત્ર પ્લોટ 1330 વાર, 30 ફૂટ રોડ, આંબાવાડી. 9825006526 xyxy=(729,829,891,880)
classified-ad: વેચવાનો છે ફ્લેટ, 3 બેડરૂમ, હોલ, કિચન, જૈનનગર, પાલડી, ફ્લેટ ઓપેરા દેરાસર નજીક. 9427 દલાલ માફ. 9427327521, 7874135392. xyxy=(1067,963,1230,1046)
classified-ad: ભાડે આપવાનું છે ટેનામેન્ટ- 1 બેડરૂમ, ભાવના ટેનામેન્ટ, વાસણા- 8849451779 xyxy=(1406,351,1569,402)
classified-ad: વેચવાનો છે ફ્લેટ 3.5 બેડરૂમ શિવાલિક શારદા શામીને, આંબાવાડી. 9925003334 xyxy=(559,1760,722,1812)
classified-ad: વેચવાની છે ઓફિસ. 1422 સ્કવેર ફીટની. Sulti, વિજય ચાર રસ્તા, નવરંગપુરા. 9825038066 xyxy=(221,1837,383,1889)
cyan-dot xyxy=(709,2235,724,2250)
classified-ad: વેચવાનો છે ફ્લેટ 2 બેડરૂમ, પહેલા માળે, એલોટેડ પાર્કિંગ, વિનસ પાર્કલેન્ડ, વેજલપુર. 9662042317, 9998846217 xyxy=(1406,455,1569,522)
classified-ad: વેચવાનો છે ફ્લેટ 3 B H K 280 વારનો સર્જલ એપાર્ટમેન્ટ, વિજય ચાર રસ્તા. નવરંગપુરા. 9737911153 xyxy=(390,1276,552,1343)
classified-ad: ભાડે/ વેચાણ આપવાનો છે ફ્લેટ 3 B H K ફર્નિશ્ડ નેટ વાસણા જલારામ એસ્ટેટ 9898746042, 6351659263 xyxy=(1406,284,1569,351)
classified-ad: ભાડે જોઈએ છે ફ્લેટ 3 બેડરૂમ ફર્નિશ્ડ, ઝેવીયર્સ કોલેજ, નવરંગપુરા 6353577023 xyxy=(390,1893,552,1945)
classifieds-label: CLASSIFIEDS | ટચુકડી જાહેરખબર xyxy=(87,154,545,188)
area-heading: આંબાવાડી xyxy=(570,1591,711,1617)
classified-ad: વેચવાનું છે. દુકાન, 8900 ફૂટ, બીજા માળે. રીવર ફ્રન્ટ્યુ, આશ્રમરોડ. 9909265512 xyxy=(51,285,214,337)
classified-ad: ભાડે/ વેચાણ આપવાની છે ઓફિસ 2700 સ્કે. ફૂટ. ગ્રાઉન્ડ ફ્લોર ઉપર, મીઠાખળી, નવરંગપુરા. 9427609819 xyxy=(559,751,722,818)
classified-ad: વેચવાનું છે ટેનામેન્ટ કોર્નરનું ચંદ્રશિલામાં, સૈરેજ ફ્લેટ, પાસે, વાસણા. બ્રોકર 9825852779 xyxy=(1237,1179,1399,1231)
classified-ad: વેચવાનો છે ફ્લેટ 3 બેડરૂમનો ફુલ્લી ફર્નિશ વાસણા. બ્રોકર 9825852772 xyxy=(1237,1231,1399,1282)
classified-ad: વેચવાનો છે ફ્લેટ 2 બેડરૂમ, શ્રીમાળી સોસાયટી, નવરંગપુરા. M. 9427791580 xyxy=(221,1142,383,1193)
call-subtitle: ટચુકડી જાહેરખબર હવે દરરોજ પ્રસિદ્ધ કરાય છે. xyxy=(1179,192,1526,213)
classified-ad: ભાડે આપવાનો છે દુકાન ફર્નિશ્ડ સેમી, ટીપટોપ- પ્રાઈમ લોકેશન, નવરંગપુરા 9925005637 xyxy=(559,1154,722,1206)
classified-ad: ભાડે આપવાનો છે ફ્લેટ 3 B H K ફર્નિશ્ડ, પરિમલ, આંબાવાડી. 9033040879 xyxy=(729,1635,891,1686)
classified-ad: વેચવાનો છે ફ્લેટ 3 B H K 260 વાર, પાલડી, (દલાલ માફ) CA Realtors- 8401411929 xyxy=(1067,655,1230,707)
classified-ad: ભાડે આપવાનો છે ફ્લેટ, નવરંગપુરા 3 બેડરૂમ, ફર્નિશ્ડ/ નેસ્ટ. 9898009691 xyxy=(559,428,722,479)
print-registration-marks xyxy=(0,2235,1618,2258)
classified-ad: ભાડે આપવાની છે દુકાન 225 સ્કે. ફૂટ જૈરાબાઈ પાર્ક, પાલડી 7574030308 xyxy=(1237,905,1399,957)
classified-ad: ભાડે આપવાની છે ફ્લેટ 240 Sq. Ft. નો, ફુલ્લી ફર્નિશ્ડ, એલ ચેરિડિઝ્ન- ધાર્મ એપાર્ટમેન્ટ, વસુંધરા સોસાયટી, ગુલબાઈ ટેકરા, આંબાવાડી. Mobile- 9825880803 xyxy=(729,1299,891,1398)
category-heading: ભાડે જોઈએ છે xyxy=(1411,964,1565,984)
classified-ad: For Sale Residency Plot, 400 Var, Navrangpura. 9909265512 xyxy=(221,1581,383,1632)
classified-ad: ભાડે આપવાનો છે ફ્લેટ 1 B H K IIM નજીક આંબાવાડી દલાલ માફ 8866335522 xyxy=(898,1234,1060,1286)
classified-ad: વેચવાનો છે ફ્લેટ 3 બેડરૂમ જૈન દેરાસર, પાલડી, સેટેલાઈટ 9924226429 દલાલ માફ xyxy=(898,1764,1060,1816)
category-heading: ભાડે જોઈએ છે xyxy=(1072,1749,1225,1770)
yellow-dot xyxy=(95,2235,110,2250)
classified-ad: ભાડે/ વેચાણ આપવાની છે જગ્યા, 1400 ફૂટ, સ્વસ્તિક ચાર રસ્તા, CG Road- 9879567580 xyxy=(221,950,383,1002)
promo-title: પ્રી-લીઝ્ડ પ્રોપર્ટી xyxy=(223,493,381,520)
classified-ad: For Sale Bunglow 500 var at navrangpura 9408056063 xyxy=(221,1632,383,1667)
classified-ad: વેચવાનો છે ફ્લેટ 3 બેડ ફર્નિશ્ડ જૈનનગર પાલડી. બ્રોકર 9408881294 xyxy=(1067,1433,1230,1485)
classified-ad: ભાડે જોઈએ છે ફ્લેટ BOB ફેમીલીને સેટેલાઈટ, નવરંગપુરા, પાલડી. 9428106121 xyxy=(898,869,1060,920)
publication-name: ગુજરાત સમાચાર (અમદાવાદ આવૃત્તિ) xyxy=(92,52,551,87)
classified-ad: વેચવાની છે. ઓફિસ ફુલ્લી ફર્નિશ્ડ, 2400 Sq. Ft કાર્પેટ એરીયા, રિવરફ્રન્ટ વ્યુ, ચીનુભાઈ સેન્ટર, પતંગ હોટલ પાસે, આશ્રમરોડ. 9825139826, 9979813664 xyxy=(51,503,214,586)
classified-ad: ભાડે આપવાની છે ઓફિસ 450 Sq. Ft નવરંગપુરામાં 9904771101 xyxy=(559,479,722,514)
classified-ad: ભાડે આપવાની છે દુકાન 500 ફૂટ, દરેક ધંધાને લાયક, ઓસ્વાલ પાસે, ઈન્કમટેક્ષ, આશ્રમરોડ, PPC- 9725809091 xyxy=(51,1335,214,1402)
classified-ad: વેચવાનો છે. 3 B H K, ફ્લેટ 2335 સ્ક્વેર ફૂટ, હાયર ફ્લોર સ્ટાઈ પ્રિમિયર, લિંકીન રોડ, મકરબા 9427305559 xyxy=(1406,1789,1569,1856)
issue-date: રવિવાર, તા. ૯ ઑગસ્ટ, ૨૦૨૬ xyxy=(1241,52,1566,83)
classified-ad: ભાડે આપવાની છે ઓફિસ 12500 ફૂટ ફુલ્લી ફર્નિસ્ડ આશ્રમરોડ 9825089710 xyxy=(51,1655,214,1707)
category-heading: ભાડે આપવાનું છે xyxy=(1241,1800,1394,1821)
classified-ad: ભાડે આપવાનો છે ફ્લેટ 2 બેડ ફર્નિશ નવરંગપુરા મુસ્લિમ સોસાયટી Aryan Realty 9904379546 xyxy=(559,566,722,617)
classified-ad: વેચવાનો છે બંગલો 2 બેડ, 250 વાર પ્લોટ, 180 વાર બાંધકામ, પલ્લવી ટાવર પાસે નવરંગપુરા 9023857810 (દલાલ માફ) xyxy=(221,1718,383,1785)
classified-ad: વેચવાની છે ઓફિસ 115 વાર ફ્લેટ ફ્લોર અનફર્નીશ્ડ સુશ્વમ ફ્લેટ, વિજય ચારરસ્તા, નવરંગપુરા 9427225142 xyxy=(390,873,552,940)
classified-ad: For Sale flat 3 B H K 2565 Feet Fully Furnished Near Vijay Cross Road Navrangpura 9898995885 xyxy=(390,805,552,872)
classified-ad: ભાડે આપવાની છે ઓફિસ, 550 સ્કે. ફુ. ફર્નિશ્ડ AC સાથે. પાલડી. 9898752151 xyxy=(1237,1024,1399,1075)
yellow-dot xyxy=(1506,2235,1521,2250)
classified-ad: અર્જન્ટ વેચાણ જોઈએ છે. પ્લોટ/ બંગલો 500થી 2000 વાર, CA કોર્પોરેટ હાઉસ તથા હોસ્ટેલ લાયક આંબાવાડી, નવરંગપુરા, સીજી રોડ, ગુલબાઈ ટેકરા, ચંદ્ર. 9376260602 xyxy=(898,594,1060,693)
classified-ad: જોઈએ છે વેચાણથી જોઈએ છે ફ્લેટ બંગલો દુકાન આંબાવાડી, ગુલબાઈ ટેકરા, પાલડી, સેટેલાઈટ, વસ્ત્રાપુર, બોડકદેવ, રીંગ્સ બ્રૉ સુરભી એસ્ટેટ 9904936313 xyxy=(898,428,1060,511)
classified-ad: વેચવાની છે ઓફિસ, 1438 ચો. વાર કાર્પેટ (2400 ચો. વાર સુપર બિલ્ટઅપ) A-408, વાસુદેવ 2, એલિસબ્રિજ. લૉટસમાર્ક- 9727077046 xyxy=(559,1362,722,1445)
classified-ad: ભાડે આપવાનો છે ફ્લેટ, 2 બેડરૂમ, સેમી ફર્નિશ્ડ, આંબાવાડી. બ્રોકર. 7383811934 xyxy=(898,1336,1060,1388)
category-heading: ભાડે આપવાનું છે xyxy=(903,923,1056,943)
classified-ad: વેચવાનો છે. પ્લોટ 1500 વારનો, સાકેત- 1. મકરબા. 9825077799 xyxy=(1406,1856,1569,1891)
classified-ad: ભાડે આપવાનો છે ફ્લેટ ફુલ્લી ફર્નિશ ધરણીધર દેરાસર પાછળ વાસણા 9898029259 xyxy=(1406,232,1569,284)
cyan-dot xyxy=(1460,2235,1475,2250)
area-heading: નવરંગપુરા xyxy=(231,1091,373,1116)
category-heading: ભાડે જોઈએ છે xyxy=(903,778,1056,799)
classified-ad: વેચવાનો છે ફ્લેટ, 3 બેડ, 2295 સ્કે. ફૂટ, Cloud 9, આંબાવાડી 9712055757 xyxy=(729,674,891,726)
promo-phone: Call: 95125 61300 xyxy=(223,601,381,625)
classified-ad: ભાડે આપવાનું છે. ફ્લેટ, 2 B H K, 125 વાર, ફુલ્લી ફર્નિશ, કુટ હાલ ઉજાસવાળો, રીવર સાઈડ પાર્ક, જૈન દેરાસર પાસે, વાસણા. 7600415885 xyxy=(1237,1714,1399,1797)
promo-box xyxy=(221,491,383,627)
classified-ad: વેચવાનો છે ફ્લેટ નવરંગપુરા- 450 વાર લક્ઝુરિયસ, સ્ક્વેર ફ્લેટ. 7819812039 xyxy=(221,1529,383,1581)
area-heading: મકરબા xyxy=(1416,1695,1559,1720)
classified-ad: ભાડે આપવાનો છે બંગલો, 435 વારમાં, હિમ્મતલાલ પાર્ક, આંબાવાડી Earthview: 9825405599 xyxy=(729,1450,891,1501)
classified-ad: વેચવાનો છે પ્લોટ, 400 વાર, માણેકબાગ સોસાયટી, આંબાવાડી 9712055757 xyxy=(729,623,891,675)
classified-ad: ભાડે/ વેચાણ આપવાનો છે ફ્લેટ 3 બેડ ફર્નિશ્ડ નેટ પાલડી 9898746042, 6351659263 જલારામ એસ્ટેટ xyxy=(1237,838,1399,905)
registration-dots-4 xyxy=(1098,2235,1190,2250)
classified-ad: વેચવાનો છે શોરૂમ 2,900 ફૂટ, દરેક ધંધાને લાયક, પ્રાઈમ લોકેશન, વેજલપુર. Venus Park Heights Call/ WhatsApp: 9099953376 xyxy=(1406,878,1569,961)
classified-ad: For Sale Shop 600 Sq ft Ground Floor Carpet at Samudra Complex, off CG Road. 9824506060 xyxy=(221,422,383,489)
classified-ad: વેચવાનો છે તાત્કાલિક ફ્લેટનું વાસણા રીવાન્ટ સામે જીવરાજ કોલેજ પાસે રોડ સાઈડ, 2 B H K ફુલ્લી ફર્નિશ્ડ (દલાલ માફ). 9824279494. xyxy=(1237,1282,1399,1365)
classified-ad: ભાડે આપવાની છે Luxurious ઓફિસ, 900 Feet, Fully Furnished, આર્ધન વર્ક સ્પેસ- 2, ગુલબાઈ ટેકરા, આંબાવાડી. 9227500006 xyxy=(898,946,1060,1029)
category-heading: ભાડે આપવાનું છે xyxy=(1411,1311,1565,1332)
masthead-title: ક્લાસિફાઇડ xyxy=(682,139,1017,219)
classified-ad: Sale For Bungalow, 4 B H K, 305 Sq. Yd. Plot, Stadium Road, Navrangpura, Jagdamba Procon Llp. 8141520015 xyxy=(390,1343,552,1426)
classified-ad: ભાડે આપવાની છે જગ્યા, 1200 સ્ક્વે ફીટ રોડ સાઈડ, મંગલમૂર્તિ કોમ્પ્લેક્ષ ધરણીધર, પાલડી ટ્યૂશન ક્લાસ, ક્લિટર કિલનિક લાયક, Navkar Property 8866003366 xyxy=(1237,463,1399,562)
registration-dots-left xyxy=(45,2235,138,2250)
classified-ad: ભાડે/ વેચાણ આપવાની છે ફર્નિશ્ડ ઓફિસ 860 સ્કે. ફિટ, પ્રિમિયમ હાઉસ, આશ્રમરોડ, ગાંધીગ્રામ મેટ્રો સ્ટેશન નજીક, હેન્ડુમ હાઉસની પાછળ, કોન્ટેક્ટ- 9426513965/ 9824031183 xyxy=(51,337,214,436)
classified-ad: ભાડે/ વેચાણથી જોઈએ છે. ગોડાઉન, આશ્રમરોડ, નવરંગપુરા, બારડોલપુરા, દરિયાપુર, 7016580014 xyxy=(51,964,214,1031)
classified-ad: વેચવાનો છે ફ્લેટ, 2 B H K, 1લો માળ, નિરાલી કરીશ્મા ફ્લેટ, નહેરૂનગર, આંબાવાડી. 8238507272 xyxy=(559,1812,722,1879)
classified-ad: ભાડે આપવાનો છે ફ્લેટ 1 બેડરૂમ હોલ કિચન, વેજલપુર 8758072346 xyxy=(1406,1162,1569,1214)
column-3 xyxy=(387,229,556,2214)
classified-ad: ભાડે આપવાની છે. ગોડાઉન 1200 સ્કવેર ફૂટ, ઉજાલા સર્કલ, સરખેજ પાસે- 8758891759 xyxy=(1406,1590,1569,1641)
